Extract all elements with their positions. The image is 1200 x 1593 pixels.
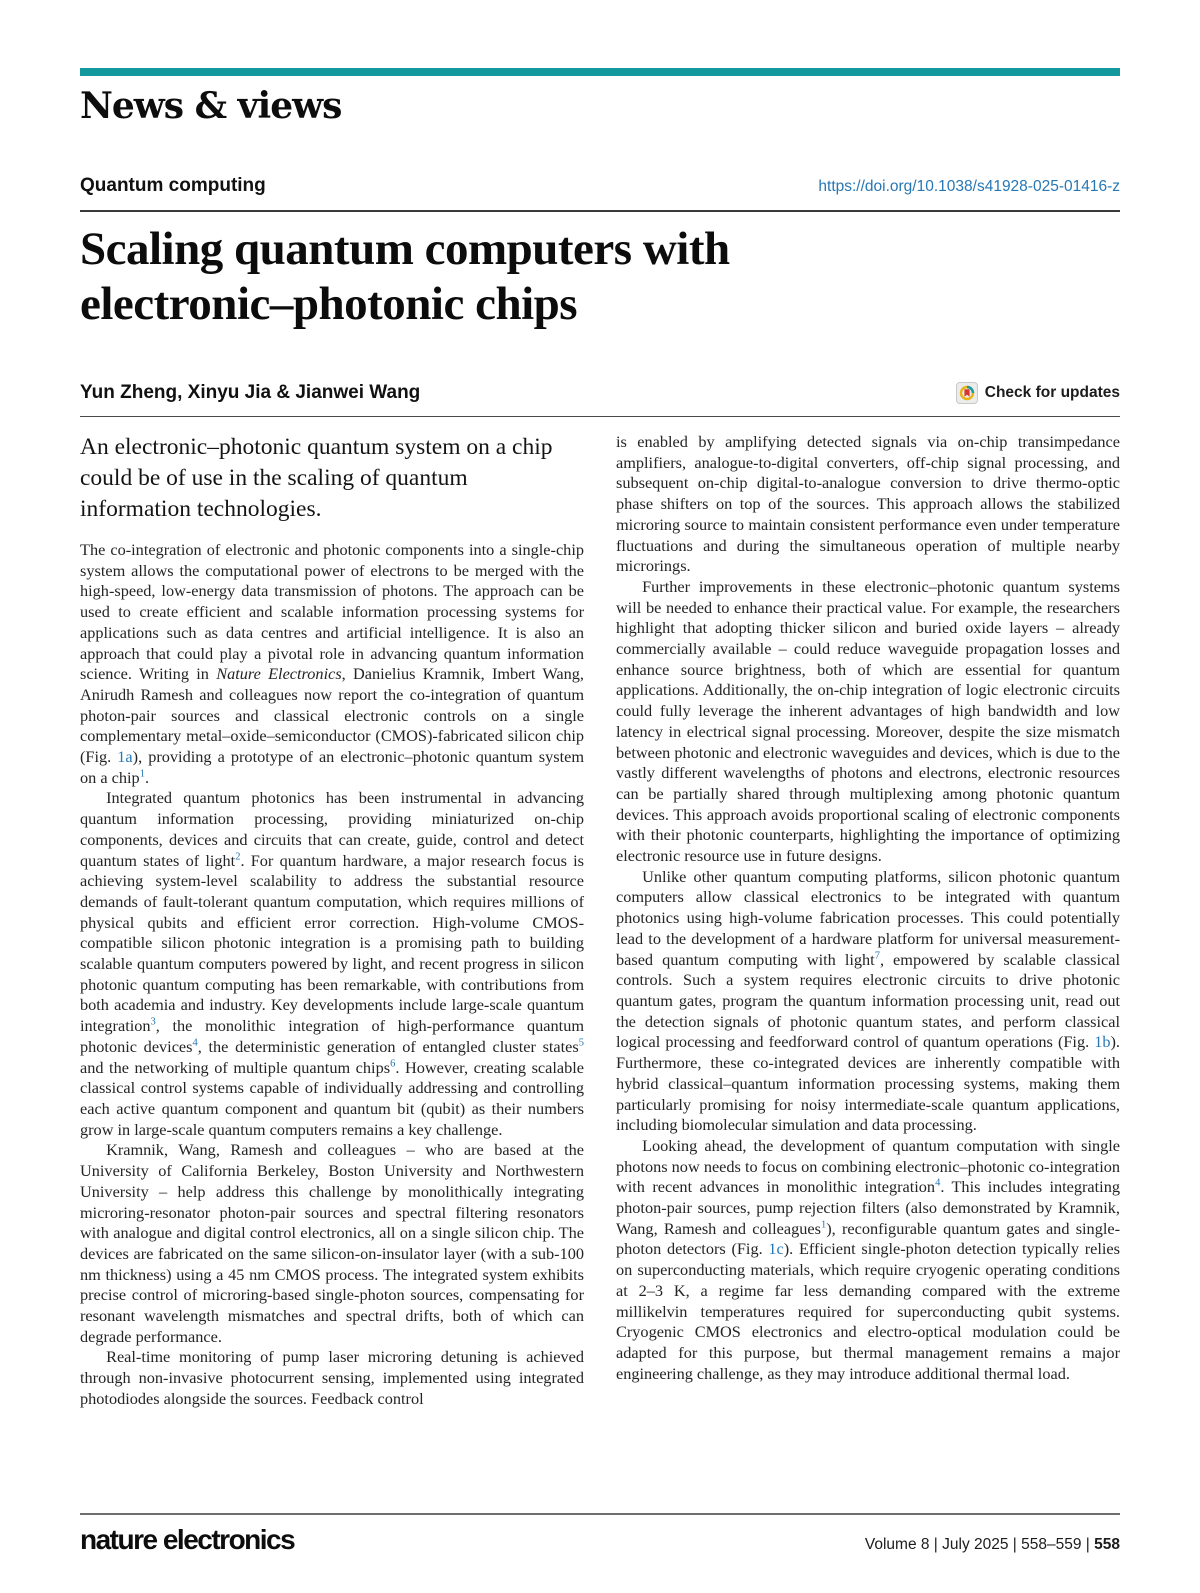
right-column <box>616 432 1120 1410</box>
body-text: ), reconfigurable quantum gates and single-photon detectors (Fig. <box>616 1218 1121 1259</box>
section-title: News & views <box>80 85 342 127</box>
kicker-row <box>80 175 1120 197</box>
reference-link[interactable]: 4 <box>935 1177 941 1189</box>
figure-link[interactable]: 1c <box>768 1239 784 1259</box>
article-body <box>80 432 1120 1410</box>
italic-text: Nature Electronics <box>216 664 342 684</box>
paragraph <box>80 540 584 788</box>
body-text: Further improvements in these electronic–photonic quantum systems will be needed to enhance their practical value. For example, the researchers highlight that adopting thicker silicon and buried oxide layers – already commercially available – could reduce waveguide propagation losses and enhance source brightness, both of which are essential for quantum applications. Additionally, the on-chip integration of logic electronic circuits could fully leverage the inherent advantages of high bandwidth and low latency in electrical signal processing. Moreover, despite the size mismatch between photonic and electronic waveguides and devices, which is due to the vastly different wavelengths of photons and electrons, electronic resources can be partially shared through multiplexing among photonic quantum devices. This approach avoids proportional scaling of electronic components with their photonic counterparts, highlighting the importance of optimizing electronic resource use in future designs. <box>616 576 1120 866</box>
reference-link[interactable]: 1 <box>139 768 145 780</box>
paragraph <box>80 788 584 1140</box>
body-text: . For quantum hardware, a major research focus is achieving system-level scalability to address the substantial resource demands of fault-tolerant quantum computation, which requires millions of physical qubits and efficient error correction. High-volume CMOS-compatible silicon photonic integration is a promising path to building scalable quantum computers powered by light, and recent progress in silicon photonic quantum computing has been remarkable, with contributions from both academia and industry. Key developments include large-scale quantum integration <box>80 850 584 1036</box>
body-text: is enabled by amplifying detected signals via on-chip transimpedance amplifiers, analogue-to-digital converters, off-chip signal processing, and subsequent on-chip digital-to-analogue conversion to drive thermo-optic phase shifters on top of the sources. This approach allows the stabilized microring source to maintain consistent performance even under temperature fluctuations and during the simultaneous operation of multiple nearby microrings. <box>616 432 1120 576</box>
body-text: . <box>144 767 150 787</box>
body-text: . However, creating scalable classical control systems capable of individually addressing and controlling each active quantum component and quantum bit (qubit) as their numbers grow in large-scale quantum computers remains a key challenge. <box>80 1057 584 1139</box>
issue-text: Volume 8 | July 2025 | 558–559 | <box>864 1536 1095 1553</box>
body-text: The co-integration of electronic and photonic components into a single-chip system allows the computational power of electrons to be merged with the high-speed, low-energy data transmission of photons. The approach can be used to create efficient and scalable information processing systems for applications such as data centres and artificial intelligence. It is also an approach that could play a pivotal role in advancing quantum information science. Writing in <box>80 540 584 684</box>
body-text: , the monolithic integration of high-performance quantum photonic devices <box>80 1016 584 1056</box>
article-kicker: Quantum computing <box>80 175 266 196</box>
check-for-updates-label: Check for updates <box>984 384 1120 401</box>
body-text: . This includes integrating photon-pair sources, pump rejection filters (also demonstrated by Kramnik, Wang, Ramesh and colleagues <box>616 1177 1120 1238</box>
issue-info <box>865 1536 1120 1554</box>
reference-link[interactable]: 4 <box>192 1037 198 1049</box>
section-accent-bar <box>80 68 1120 76</box>
body-text: ). Furthermore, these co-integrated devices are inherently compatible with hybrid classical–quantum information processing systems, making them particularly promising for noisy intermediate-scale quantum applications, including biomolecular simulation and data processing. <box>616 1032 1120 1135</box>
article-title-line2: electronic–photonic chips <box>80 278 578 330</box>
body-text: ), providing a prototype of an electronic–photonic quantum system on a chip <box>80 747 584 787</box>
article-title <box>80 222 1120 332</box>
paragraph <box>80 1140 584 1347</box>
reference-link[interactable]: 7 <box>874 950 880 962</box>
body-text: Unlike other quantum computing platforms, silicon photonic quantum computers allow classical electronics to be integrated with quantum photonics using high-volume fabrication processes. This could potentially lead to the development of a hardware platform for universal measurement-based quantum computing with light <box>616 866 1120 969</box>
body-text: and the networking of multiple quantum chips <box>80 1057 391 1077</box>
kicker-divider <box>80 210 1120 212</box>
doi-link[interactable]: https://doi.org/10.1038/s41928-025-01416-z <box>818 178 1120 195</box>
body-text: Integrated quantum photonics has been instrumental in advancing quantum information processing, providing miniaturized on-chip components, devices and circuits that can create, guide, control and detect quantum states of light <box>80 788 584 870</box>
author-names: Yun Zheng, Xinyu Jia & Jianwei Wang <box>80 382 421 403</box>
standfirst: An electronic–photonic quantum system on a chip could be of use in the scaling of quantum information technologies. <box>80 434 553 522</box>
body-text: ). Efficient single-photon detection typically relies on superconducting materials, which require cryogenic operating conditions at 2–3 K, a regime far less demanding compared with the extreme millikelvin temperatures required for superconducting qubit systems. Cryogenic CMOS electronics and electro-optical modulation could be adapted for this purpose, but thermal management remains a major engineering challenge, as they may introduce additional thermal load. <box>616 1239 1120 1383</box>
page-footer <box>80 1513 1120 1556</box>
body-text: Kramnik, Wang, Ramesh and colleagues – who are based at the University of California Berkeley, Boston University and Northwestern University – help address this challenge by monolithically integrating microring-resonator photon-pair sources and spectral filtering resonators with analogue and digital control electronics, all on a single silicon chip. The devices are fabricated on the same silicon-on-insulator layer (with a sub-100 nm thickness) using a 45 nm CMOS process. The integrated system exhibits precise control of microring-based single-photon sources, compensating for resonant wavelength mismatches and spectral drifts, both of which can degrade performance. <box>80 1140 584 1346</box>
body-text: , the deterministic generation of entangled cluster states <box>197 1036 579 1056</box>
body-text: , Danielius Kramnik, Imbert Wang, Anirudh Ramesh and colleagues now report the co-integration of quantum photon-pair sources and classical electronic controls on a single complementary metal–oxide–semiconductor (CMOS)-fabricated silicon chip (Fig. <box>80 664 584 767</box>
page-number: 558 <box>1094 1536 1120 1553</box>
authors-divider <box>80 416 1120 417</box>
paragraph <box>616 867 1120 1136</box>
article-title-line1: Scaling quantum computers with <box>80 223 730 275</box>
reference-link[interactable]: 2 <box>235 851 241 863</box>
journal-logotype: nature electronics <box>80 1524 295 1555</box>
paragraph <box>616 577 1120 867</box>
figure-link[interactable]: 1a <box>117 747 133 767</box>
crossmark-icon <box>956 382 978 404</box>
body-text: Real-time monitoring of pump laser microring detuning is achieved through non-invasive photocurrent sensing, implemented using integrated photodiodes alongside the sources. Feedback control <box>80 1347 584 1408</box>
left-column <box>80 432 584 1410</box>
figure-link[interactable]: 1b <box>1094 1032 1111 1052</box>
body-text: Looking ahead, the development of quantum computation with single photons now needs to focus on combining electronic–photonic co-integration with recent advances in monolithic integration <box>616 1135 1120 1197</box>
reference-link[interactable]: 5 <box>578 1037 584 1049</box>
reference-link[interactable]: 6 <box>390 1058 396 1070</box>
check-for-updates-button[interactable] <box>956 382 1120 404</box>
paragraph <box>80 1347 584 1409</box>
authors-row <box>80 382 1120 404</box>
reference-link[interactable]: 1 <box>820 1219 827 1231</box>
body-text: , empowered by scalable classical controls. Such a system requires electronic circuits to drive photonic quantum gates, program the quantum information processing unit, read out the detection signals of photonic quantum states, and perform classical logical processing and feedforward control of quantum operations (Fig. <box>616 949 1121 1052</box>
paragraph <box>616 432 1120 577</box>
paragraph <box>616 1136 1120 1384</box>
reference-link[interactable]: 3 <box>150 1016 156 1028</box>
